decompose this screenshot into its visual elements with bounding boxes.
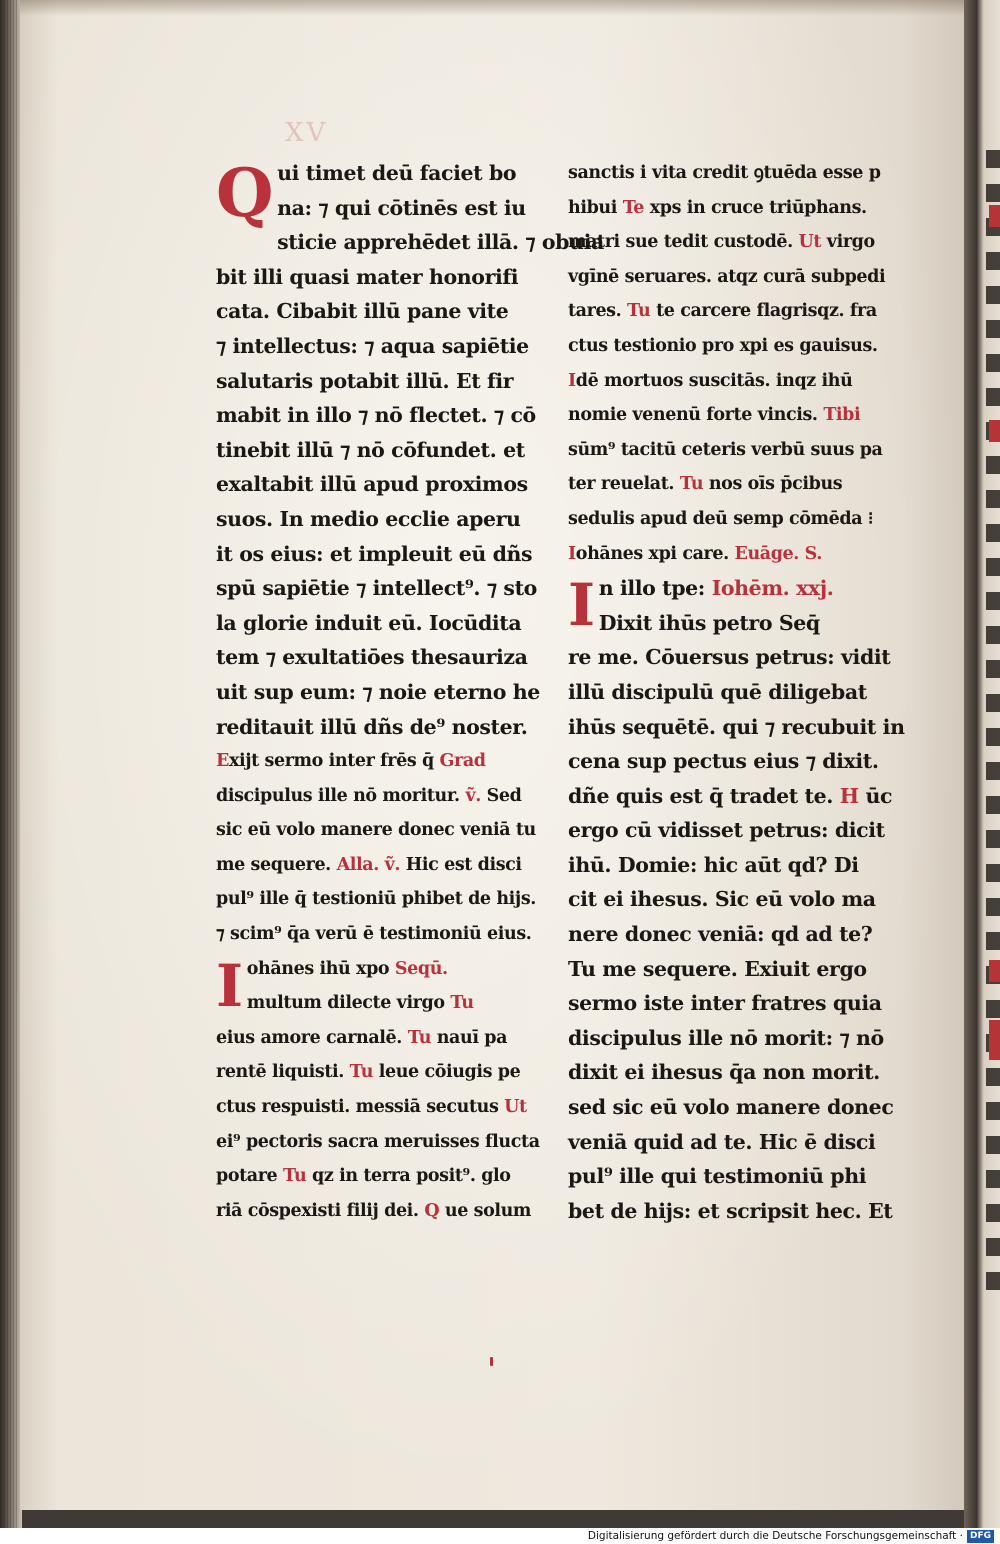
adjacent-page-text bbox=[986, 150, 1000, 1300]
text-line bbox=[568, 191, 898, 226]
line-text: it os eius: et impleuit eū dñs bbox=[216, 541, 533, 566]
text-line bbox=[568, 398, 898, 433]
page-shadow bbox=[20, 0, 978, 16]
text-line bbox=[216, 502, 546, 537]
line-text: discipulus ille nō moritur. bbox=[216, 785, 460, 806]
line-text: bit illi quasi mater honorifi bbox=[216, 264, 519, 289]
red-ink-mark bbox=[490, 1357, 493, 1366]
line-text: dixit ei ihesus q̄a non morit. bbox=[568, 1060, 880, 1085]
rubric-lead-letter: E bbox=[216, 751, 229, 772]
text-line bbox=[568, 779, 898, 814]
text-line bbox=[568, 640, 898, 675]
rubric-text: Alla. ṽ. bbox=[336, 854, 401, 875]
line-text: multum dilecte virgo bbox=[246, 993, 445, 1014]
text-line bbox=[568, 156, 898, 191]
line-text: ter reuelat. bbox=[568, 474, 675, 495]
rubric-text: Seqū. bbox=[394, 958, 448, 979]
rubricated-initial: I bbox=[568, 571, 595, 640]
text-line bbox=[216, 882, 546, 917]
text-line bbox=[568, 537, 898, 572]
line-text: mabit in illo ⁊ nō flectet. ⁊ cō bbox=[216, 403, 536, 428]
text-line bbox=[216, 398, 546, 433]
line-text-continued: Hic est disci bbox=[405, 854, 522, 875]
text-line bbox=[568, 1194, 898, 1229]
line-text: ui timet deū faciet bo bbox=[277, 161, 517, 185]
line-text: re me. Cōuersus petrus: vidit bbox=[568, 645, 891, 670]
line-text-continued: qz in terra posit⁹. glo bbox=[312, 1166, 511, 1187]
rubricated-initial: Q bbox=[216, 154, 274, 232]
text-line bbox=[568, 882, 898, 917]
line-text: matri sue tedit custodē. bbox=[568, 232, 793, 253]
right-text-column bbox=[568, 156, 905, 1228]
line-text: na: ⁊ qui cōtinēs est iu bbox=[277, 195, 526, 220]
line-text: sed sic eū volo manere donec bbox=[568, 1095, 894, 1120]
text-line bbox=[216, 537, 546, 572]
text-line bbox=[568, 433, 898, 468]
line-text: rentē liquisti. bbox=[216, 1062, 344, 1083]
text-line bbox=[216, 433, 546, 468]
line-text: vgīnē seruares. atqz curā subpedi bbox=[568, 266, 886, 287]
text-line bbox=[216, 467, 546, 502]
line-text: sanctis i vita credit ꝯtuēda esse p bbox=[568, 163, 881, 183]
rubric-text: Tibi bbox=[823, 405, 861, 426]
line-text: sic eū volo manere donec veniā tu bbox=[216, 820, 536, 841]
text-line bbox=[568, 1159, 898, 1194]
line-text: cit ei ihesus. Sic eū volo ma bbox=[568, 887, 876, 912]
rubric-text: Tu bbox=[450, 993, 474, 1014]
text-line bbox=[568, 364, 898, 399]
line-text-continued: nos oīs p̄cibus bbox=[708, 474, 843, 495]
text-line bbox=[216, 986, 546, 1021]
line-text: ergo cū vidisset petrus: dicit bbox=[568, 818, 885, 843]
line-text: illū discipulū quē diligebat bbox=[568, 679, 867, 704]
line-text: ohānes ihū xpo bbox=[246, 958, 390, 979]
text-line bbox=[568, 294, 898, 329]
adjacent-page-rubric bbox=[989, 205, 1000, 227]
adjacent-page-rubric bbox=[989, 420, 1000, 442]
text-line bbox=[216, 329, 546, 364]
text-line bbox=[568, 710, 905, 745]
text-line bbox=[216, 1125, 546, 1160]
text-line bbox=[568, 813, 898, 848]
line-text: dē mortuos suscitās. inqz ihū bbox=[575, 370, 853, 391]
line-text: tares. bbox=[568, 301, 622, 322]
rubric-text: Tu bbox=[679, 474, 704, 495]
text-line bbox=[216, 606, 546, 641]
line-text: la glorie induit eū. Iocūdita bbox=[216, 610, 522, 635]
text-line bbox=[568, 467, 898, 502]
line-text-continued: leue cōiugis pe bbox=[378, 1062, 521, 1083]
rubric-text: Ut bbox=[798, 232, 822, 253]
text-line bbox=[568, 952, 898, 987]
text-line bbox=[216, 848, 546, 883]
line-text: spū sapiētie ⁊ intellect⁹. ⁊ sto bbox=[216, 576, 537, 601]
digitization-footer bbox=[0, 1528, 1000, 1544]
line-text: reditauit illū dñs de⁹ noster. bbox=[216, 714, 528, 739]
folio-number: XV bbox=[285, 118, 329, 148]
rubric-text: Tu bbox=[283, 1166, 307, 1187]
line-text: ctus testionio pro xpi es gauisus. bbox=[568, 335, 878, 356]
line-text: ⁊ scim⁹ q̄a verū ē testimoniū eius. bbox=[216, 924, 532, 945]
text-line bbox=[216, 952, 546, 987]
text-line bbox=[216, 744, 546, 779]
text-line bbox=[216, 779, 546, 814]
line-text: suos. In medio ecclie aperu bbox=[216, 506, 521, 531]
line-text: me sequere. bbox=[216, 854, 331, 875]
rubric-text: ṽ. bbox=[465, 785, 481, 806]
text-line bbox=[216, 1194, 546, 1229]
line-text: hibui bbox=[568, 197, 617, 218]
text-line bbox=[216, 1090, 546, 1125]
line-text: pul⁹ ille q̄ testioniū phibet de hijs. bbox=[216, 889, 536, 910]
line-text: pul⁹ ille qui testimoniū phi bbox=[568, 1164, 867, 1189]
line-text: cata. Cibabit illū pane vite bbox=[216, 299, 509, 324]
line-text: potare bbox=[216, 1166, 278, 1187]
line-text: Dixit ihūs petro Seq̄ bbox=[598, 610, 820, 635]
text-line bbox=[216, 917, 546, 952]
line-text-continued: ūc bbox=[865, 783, 893, 808]
text-line bbox=[568, 606, 898, 641]
text-line bbox=[216, 571, 546, 606]
text-line bbox=[216, 1021, 546, 1056]
rubric-text: Euāge. S. bbox=[734, 543, 822, 564]
text-line bbox=[568, 225, 898, 260]
text-line bbox=[568, 329, 898, 364]
line-text: sūm⁹ tacitū ceteris verbū suus pa bbox=[568, 439, 883, 460]
line-text-continued: ue solum bbox=[444, 1200, 532, 1221]
line-text: ei⁹ pectoris sacra meruisses flucta bbox=[216, 1131, 540, 1152]
rubric-lead-letter: I bbox=[568, 370, 576, 391]
line-text: ctus respuisti. messiā secutus bbox=[216, 1097, 499, 1118]
rubric-text: Tu bbox=[407, 1027, 432, 1048]
text-line bbox=[568, 1021, 898, 1056]
line-text: bet de hijs: et scripsit hec. Et bbox=[568, 1198, 893, 1223]
line-text: dñe quis est q̄ tradet te. bbox=[568, 783, 833, 808]
text-line bbox=[568, 1125, 898, 1160]
rubric-text: Tu bbox=[627, 301, 651, 322]
rubric-text: H bbox=[839, 783, 859, 808]
line-text: sermo iste inter fratres quia bbox=[568, 991, 882, 1016]
text-line bbox=[216, 1159, 546, 1194]
line-text: n illo tpe: bbox=[598, 576, 705, 601]
text-line bbox=[568, 260, 898, 295]
line-text: exaltabit illū apud proximos bbox=[216, 472, 528, 497]
line-text: ohānes xpi care. bbox=[575, 543, 729, 564]
text-line bbox=[568, 986, 898, 1021]
line-text-continued: virgo bbox=[826, 232, 875, 253]
line-text: nere donec veniā: qd ad te? bbox=[568, 922, 873, 947]
rubric-text: Ut bbox=[504, 1097, 527, 1118]
line-text: nomie venenū forte vincis. bbox=[568, 405, 818, 426]
text-line bbox=[568, 1055, 898, 1090]
book-fore-edge bbox=[0, 0, 22, 1528]
line-text: discipulus ille nō morit: ⁊ nō bbox=[568, 1025, 884, 1050]
footer-credit: Digitalisierung gefördert durch die Deutsche Forschungsgemeinschaft · bbox=[587, 1530, 963, 1542]
line-text: sticie apprehēdet illā. ⁊ obuia bbox=[277, 230, 604, 255]
line-text: veniā quid ad te. Hic ē disci bbox=[568, 1129, 876, 1154]
text-line bbox=[216, 675, 546, 710]
text-line bbox=[216, 260, 546, 295]
rubric-text: Grad bbox=[439, 751, 486, 772]
text-line bbox=[216, 294, 546, 329]
line-text-continued: te carcere flagrisqz. fra bbox=[656, 301, 877, 322]
text-line bbox=[568, 848, 898, 883]
line-text-continued: xps in cruce triūphans. bbox=[649, 197, 867, 218]
adjacent-page-rubric bbox=[989, 1020, 1000, 1060]
text-line bbox=[568, 571, 898, 606]
text-line bbox=[216, 1055, 546, 1090]
adjacent-page-rubric bbox=[989, 960, 1000, 982]
text-line bbox=[568, 675, 898, 710]
line-text: xijt sermo inter frēs q̄ bbox=[228, 751, 434, 772]
text-line bbox=[568, 502, 898, 537]
line-text: sedulis apud deū semp cōmēda ⁝ bbox=[568, 508, 874, 529]
text-line bbox=[568, 744, 898, 779]
text-line bbox=[216, 710, 546, 745]
line-text: riā cōspexisti filij dei. bbox=[216, 1200, 419, 1221]
rubric-text: Q bbox=[424, 1200, 440, 1221]
line-text: ihūs sequētē. qui ⁊ recubuit in bbox=[568, 714, 905, 739]
rubric-text: Iohēm. xxj. bbox=[711, 576, 834, 601]
dfg-logo: DFG bbox=[967, 1530, 994, 1543]
rubricated-initial: I bbox=[216, 951, 243, 1020]
line-text: ⁊ intellectus: ⁊ aqua sapiētie bbox=[216, 333, 529, 358]
rubric-lead-letter: I bbox=[568, 543, 576, 564]
text-line bbox=[216, 364, 546, 399]
rubric-text: Tu bbox=[349, 1062, 374, 1083]
line-text: eius amore carnalē. bbox=[216, 1027, 402, 1048]
line-text: salutaris potabit illū. Et fir bbox=[216, 368, 514, 393]
text-line bbox=[216, 813, 546, 848]
rubric-text: Te bbox=[622, 197, 645, 218]
text-line bbox=[568, 917, 898, 952]
line-text: uit sup eum: ⁊ noie eterno he bbox=[216, 679, 540, 704]
line-text-continued: nauī pa bbox=[436, 1027, 508, 1048]
line-text: cena sup pectus eius ⁊ dixit. bbox=[568, 749, 879, 774]
line-text: tinebit illū ⁊ nō cōfundet. et bbox=[216, 437, 525, 462]
line-text: ihū. Domie: hic aūt qd? Di bbox=[568, 852, 859, 877]
line-text-continued: Sed bbox=[486, 785, 522, 806]
text-line bbox=[216, 640, 546, 675]
text-line bbox=[568, 1090, 898, 1125]
line-text: tem ⁊ exultatiōes thesauriza bbox=[216, 645, 528, 670]
line-text: Tu me sequere. Exiuit ergo bbox=[568, 956, 867, 981]
